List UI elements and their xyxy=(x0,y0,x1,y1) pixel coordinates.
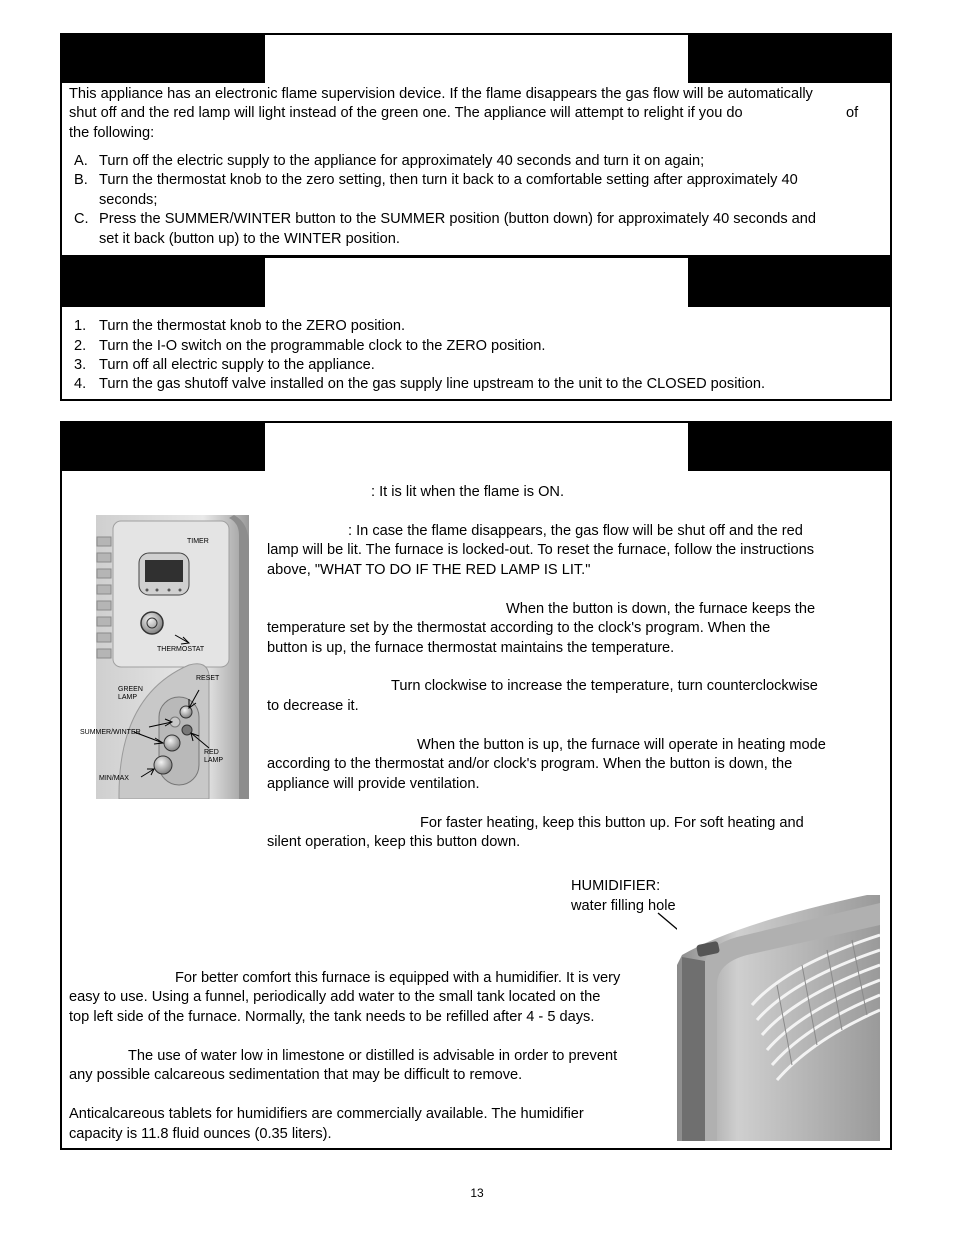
minmax-text-1: For faster heating, keep this button up. For soft heating and xyxy=(420,815,804,831)
list-text: Turn the I-O switch on the programmable clock to the ZERO position. xyxy=(99,338,546,354)
list-item-c-cont: set it back (button up) to the WINTER position. xyxy=(99,231,400,247)
list-text: Turn off the electric supply to the appliance for approximately 40 seconds and turn it on again; xyxy=(99,153,705,169)
summer-text-2: according to the thermostat and/or clock's program. When the button is down, the xyxy=(267,756,793,772)
panel-label-red-1: RED xyxy=(204,749,219,756)
humidifier-caption-2: water filling hole xyxy=(571,898,676,914)
panel-label-timer: TIMER xyxy=(187,538,209,545)
list-marker: 3. xyxy=(74,357,87,373)
red-lamp-text-3: above, "WHAT TO DO IF THE RED LAMP IS LIT." xyxy=(267,562,591,578)
list-marker: B. xyxy=(74,172,88,188)
list-text: Turn the thermostat knob to the ZERO position. xyxy=(99,318,406,334)
timer-text-3: button is up, the furnace thermostat maintains the temperature. xyxy=(267,640,675,656)
list-text: Turn the gas shutoff valve installed on the gas supply line upstream to the unit to the CLOSED position. xyxy=(99,376,766,392)
tablets-text-1: Anticalcareous tablets for humidifiers are commercially available. The humidifier xyxy=(69,1106,584,1122)
intro-line-3: the following: xyxy=(69,125,155,141)
summer-text-1: When the button is up, the furnace will operate in heating mode xyxy=(417,737,826,753)
panel-label-min-max: MIN/MAX xyxy=(99,775,129,782)
list-marker: A. xyxy=(74,153,88,169)
humidifier-text-3: top left side of the furnace. Normally, the tank needs to be refilled after 4 - 5 days. xyxy=(69,1009,595,1025)
intro-line-2: shut off and the red lamp will light instead of the green one. The appliance will attempt to relight if you do xyxy=(69,105,743,121)
minmax-text-2: silent operation, keep this button down. xyxy=(267,834,521,850)
control-panel-illustration xyxy=(79,515,251,799)
humidifier-text-2: easy to use. Using a funnel, periodically add water to the small tank located on the xyxy=(69,989,601,1005)
page-number: 13 xyxy=(470,1186,484,1200)
humidifier-text-1: For better comfort this furnace is equipped with a humidifier. It is very xyxy=(175,970,621,986)
section-header-left xyxy=(60,257,265,307)
green-lamp-text: : It is lit when the flame is ON. xyxy=(371,484,565,500)
summer-text-3: appliance will provide ventilation. xyxy=(267,776,480,792)
timer-text-1: When the button is down, the furnace keeps the xyxy=(506,601,816,617)
panel-label-green-2: LAMP xyxy=(118,694,138,701)
section-header-right xyxy=(688,421,892,471)
furnace-illustration xyxy=(677,895,880,1141)
thermostat-text-1: Turn clockwise to increase the temperature, turn counterclockwise xyxy=(391,678,818,694)
red-lamp-text-2: lamp will be lit. The furnace is locked-out. To reset the furnace, follow the instructions xyxy=(267,542,814,558)
panel-label-thermostat: THERMOSTAT xyxy=(157,646,205,653)
section-header-left xyxy=(60,33,265,83)
panel-label-green-1: GREEN xyxy=(118,686,143,693)
list-marker: C. xyxy=(74,211,89,227)
section-header-right xyxy=(688,33,892,83)
list-text: Press the SUMMER/WINTER button to the SUMMER position (button down) for approximately 40 seconds and xyxy=(99,211,817,227)
panel-label-reset: RESET xyxy=(196,675,220,682)
list-marker: 4. xyxy=(74,376,87,392)
timer-text-2: temperature set by the thermostat according to the clock's program. When the xyxy=(267,620,771,636)
panel-label-red-2: LAMP xyxy=(204,757,224,764)
note-text-2: any possible calcareous sedimentation that may be difficult to remove. xyxy=(69,1067,523,1083)
intro-line-2-tail: of xyxy=(846,105,859,121)
list-marker: 1. xyxy=(74,318,87,334)
red-lamp-text-1: : In case the flame disappears, the gas flow will be shut off and the red xyxy=(348,523,803,539)
intro-line-1: This appliance has an electronic flame supervision device. If the flame disappears the gas flow will be automatically xyxy=(69,86,813,102)
list-text: Turn off all electric supply to the appliance. xyxy=(99,357,375,373)
list-marker: 2. xyxy=(74,338,87,354)
thermostat-text-2: to decrease it. xyxy=(267,698,359,714)
list-item-b-cont: seconds; xyxy=(99,192,158,208)
panel-label-summer-winter: SUMMER/WINTER xyxy=(80,729,141,736)
section-header-right xyxy=(688,257,892,307)
tablets-text-2: capacity is 11.8 fluid ounces (0.35 liters). xyxy=(69,1126,332,1142)
section-header-left xyxy=(60,421,265,471)
list-text: Turn the thermostat knob to the zero setting, then turn it back to a comfortable setting after approximately 40 xyxy=(99,172,798,188)
humidifier-caption-1: HUMIDIFIER: xyxy=(571,878,661,894)
note-text-1: The use of water low in limestone or distilled is advisable in order to prevent xyxy=(128,1048,618,1064)
